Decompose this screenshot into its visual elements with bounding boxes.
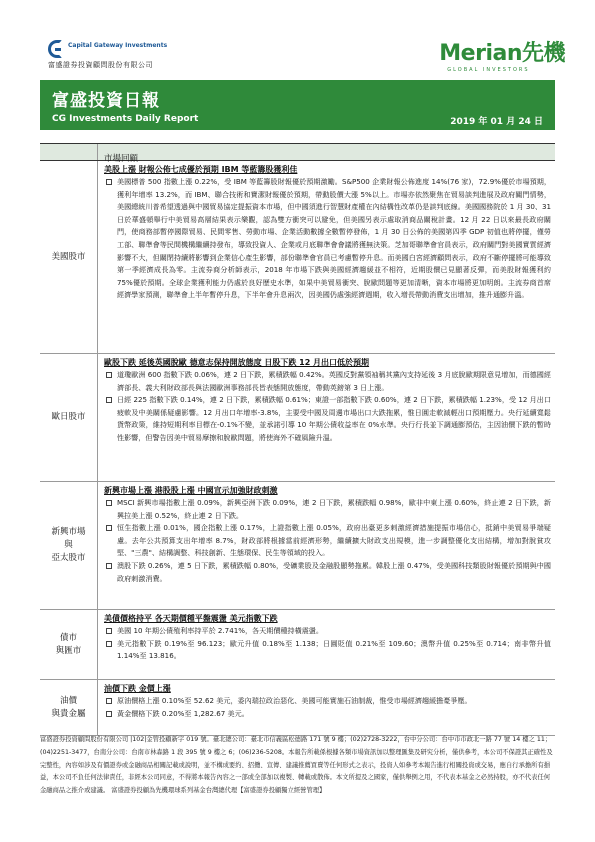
disclaimer-footer: 富盛證券投資顧問股份有限公司 |102|金管投顧新字 019 號。臺北總公司：臺北市信義區松德路 171 號 9 樓；(02)2728-3222，台中分公司：台中市市政北一路 77 號 14 樓之 11；(04)2251-3477，台南分公司：台南市林森路 1 段 395 號 9 樓之 6；(06)236-5208。本報告所載係根據各類市場資訊加以整理匯集及研究分析，僅供參考，本公司不保證其正確性及完整性，內容如涉及有價證券或金融商品相關記載或說明，並不構成要約、招攬、宣傳、建議推薦買賣等任何形式之表示，投資人如參考本報告進行相關投資或交易，應自行承擔所有損益，本公司不負任何法律責任，非經本公司同意，不得將本報告內容之一部或全部加以複製、轉載或散佈。本文所提及之國家，僅供舉例之用，不代表本基金之必然持股，亦不代表任何金融商品之推介或建議。 富盛證券投顧為先機環球系列基金台灣總代理【富盛證券投顧獨立經營管理】 bbox=[40, 736, 553, 795]
report-banner bbox=[40, 80, 555, 130]
bullet-text: 美國 10 年期公債殖利率持平於 2.741%，各天期價種持橫震盪。 bbox=[117, 626, 323, 635]
list-item bbox=[104, 708, 551, 721]
list-item bbox=[104, 625, 551, 638]
checkbox-bullet-icon bbox=[106, 628, 112, 634]
section-us-stocks bbox=[40, 161, 555, 354]
bullet-text: 道瓊歐洲 600 指數下跌 0.06%，連 2 日下跌，累積跌幅 0.42%。英國反對黨領袖稱其黨內支持延後 3 月底脫歐期限意見增加，而德國經濟部長、義大利財政部長與法國歐洲事務部長皆表態開放態度，帶動英鎊第 3 日上漲。 bbox=[117, 370, 551, 392]
bullet-text: MSCI 新興市場指數上漲 0.09%，新興亞洲下跌 0.09%，連 2 日下跌，累積跌幅 0.98%，歐非中東上漲 0.60%，終止連 2 日下跌，新興拉美上漲 0.52%，終止連 2 日下跌。 bbox=[117, 498, 551, 520]
checkbox-bullet-icon bbox=[106, 500, 112, 506]
section-title: 歐股下跌 延後英國脫歐 德意志保持開放態度 日股下跌 12 月出口低於預期 bbox=[104, 358, 370, 367]
table-header-label: 市場回顧 bbox=[104, 154, 139, 164]
section-category: 油價 與貴金屬 bbox=[40, 680, 98, 735]
section-bonds-fx bbox=[40, 610, 555, 680]
market-review-table bbox=[40, 143, 555, 736]
list-item bbox=[104, 394, 551, 444]
section-category: 債市 與匯市 bbox=[40, 610, 98, 679]
checkbox-bullet-icon bbox=[106, 179, 112, 185]
section-eu-jp-stocks bbox=[40, 354, 555, 482]
bullet-text: 美元指數下跌 0.19%至 96.123；歐元升值 0.18%至 1.138；日圓貶值 0.21%至 109.60；澳幣升值 0.25%至 0.714；南非幣升值 1.14%至 13.816。 bbox=[117, 638, 551, 661]
list-item bbox=[104, 369, 551, 394]
cg-logo-mark-icon bbox=[48, 40, 62, 58]
section-category: 美國股市 bbox=[40, 161, 98, 353]
merian-logo bbox=[439, 36, 565, 73]
section-title: 美股上漲 財報公佈七成優於預期 IBM 等藍籌股獲利佳 bbox=[104, 165, 298, 174]
checkbox-bullet-icon bbox=[106, 641, 112, 647]
list-item bbox=[104, 560, 551, 585]
cg-logo-english: Capital Gateway Investments bbox=[68, 42, 168, 49]
table-header-spacer bbox=[40, 144, 98, 160]
bullet-text: 日經 225 指數下跌 0.14%，連 2 日下跌，累積跌幅 0.61%；東證一部指數下跌 0.60%，連 2 日下跌，累積跌幅 1.23%，受 12 月出口疲軟及中美關係疑慮影響。12 月出口年增率-3.8%，主要受中國及周邊市場出口大跌拖累，惟日圓走軟減輕出口預期壓力。央行延續寬鬆貨幣政策，維持短期利率目標在-0.1%不變，並承諾引導 10 年期公債收益率在 0%水準。央行行長並下調通膨預估，主因油價下跌的暫時性影響，但警告因美中貿易摩擦和脫歐問題，將使海外不確風險升溫。 bbox=[117, 395, 551, 442]
bullet-text: 原油價格上漲 0.10%至 52.62 美元，委內瑞拉政治惡化、美國可能實施石油制裁，惟受市場經濟趨緩擔憂爭壓。 bbox=[117, 696, 472, 705]
section-category: 新興市場 與 亞太股市 bbox=[40, 482, 98, 609]
checkbox-bullet-icon bbox=[106, 563, 112, 569]
list-item bbox=[104, 176, 551, 302]
table-header-row bbox=[40, 144, 555, 164]
bullet-text: 恒生指數上漲 0.01%，國企指數上漲 0.17%，上證指數上漲 0.05%，政府出臺更多刺激經濟措施提振市場信心，抵銷中美貿易爭端疑慮。去年公共預算支出年增率 8.7%，財政部將根據當前經濟形勢，繼續擴大財政支出規模，進一步調整優化支出結構，增加對脫貧攻堅、"三農"、結構調整、科技創新、生態環保、民生等領域的投入。 bbox=[117, 523, 551, 558]
checkbox-bullet-icon bbox=[106, 711, 112, 717]
list-item bbox=[104, 695, 551, 708]
report-title: 富盛投資日報 bbox=[52, 91, 160, 111]
section-title: 新興市場上漲 港股股上漲 中國宣示加強財政刺激 bbox=[104, 486, 278, 495]
section-title: 油價下跌 金價上漲 bbox=[104, 684, 171, 693]
section-em-apac-stocks bbox=[40, 482, 555, 610]
checkbox-bullet-icon bbox=[106, 698, 112, 704]
list-item bbox=[104, 522, 551, 560]
report-date: 2019 年 01 月 24 日 bbox=[450, 117, 543, 127]
bullet-text: 澳股下跌 0.26%，連 5 日下跌，累積跌幅 0.80%，受礦業股及金融股顯勢拖累。韓股上漲 0.47%，受美國科技類股財報優於預期與中國政府刺激消費。 bbox=[117, 560, 551, 583]
checkbox-bullet-icon bbox=[106, 525, 112, 531]
list-item bbox=[104, 638, 551, 663]
checkbox-bullet-icon bbox=[106, 372, 112, 378]
section-oil-metals bbox=[40, 680, 555, 736]
bullet-text: 黃金價格下跌 0.20%至 1,282.67 美元。 bbox=[117, 708, 249, 718]
merian-logo-subtitle: GLOBAL INVESTORS bbox=[447, 67, 530, 73]
merian-logo-name: Merian先機 bbox=[439, 41, 565, 66]
bullet-text: 美國標普 500 指數上漲 0.22%，受 IBM 等藍籌股財報優於預期激勵。S&P500 企業財報公佈進度 14%(76 家)，72.9%優於市場預期，獲利年增率 13.2%，而 IBM、聯合技術和寶潔財報優於預期，帶動股價大漲 5%以上。市場亦依然聚焦在貿易談判進展及政府關門情勢，美國總統川普希望透過與中國貿易協定提振資本市場，但中國須進行智慧財產權在內結構性改革仍是談判底線。美國國務院於 1 月 30、31 日於華盛頓舉行中美貿易高層結果表示樂觀，認為雙方衝突可以避免，但美國另表示處取消商品關稅計畫。12 月 22 日以來最長政府關門，使商務部暫停國際貿易、民間零售、勞動市場、企業活動數據全數暫停發佈，1 月 30 日公佈的美國第四季 GDP 初值也將停擺，僅勞工部、聯準會等民間機構繼續持發布，導致投資人、企業或月底聯準會會議將獲無決策。芝加哥聯準會官員表示，政府關門對美國實質經濟影響不大，但關閉持續將影響到企業信心產生影響，部份聯準會官員已考慮暫停升息。而美國白宮經濟顧問表示，政府不斷停擺將可能導致第一季經濟成長為零。主流券商分析師表示，2018 年市場下跌與美國經濟趨緩並不相符，近期股價已見顯著反彈，而美股財報獲利約 75%優於預期。全球企業獲利能力仍處於良好歷史水準，如果中美貿易衝突、脫歐問題等更加清晰，資本市場將更加明朗。主流券商首席經濟學家預測，聯準會上半年暫停升息，下半年會升息兩次，因美國仍處強經濟週期，收入增長帶動消費支出增加，推升通膨升溫。 bbox=[117, 177, 551, 300]
report-subtitle: CG Investments Daily Report bbox=[52, 114, 199, 124]
checkbox-bullet-icon bbox=[106, 397, 112, 403]
section-category: 歐日股市 bbox=[40, 354, 98, 481]
list-item bbox=[104, 497, 551, 522]
section-title: 美債價格持平 各天期價種平盤震盪 美元指數下跌 bbox=[104, 614, 278, 623]
page-header bbox=[0, 0, 595, 80]
cg-logo-chinese: 富盛證券投資顧問股份有限公司 bbox=[48, 61, 153, 69]
